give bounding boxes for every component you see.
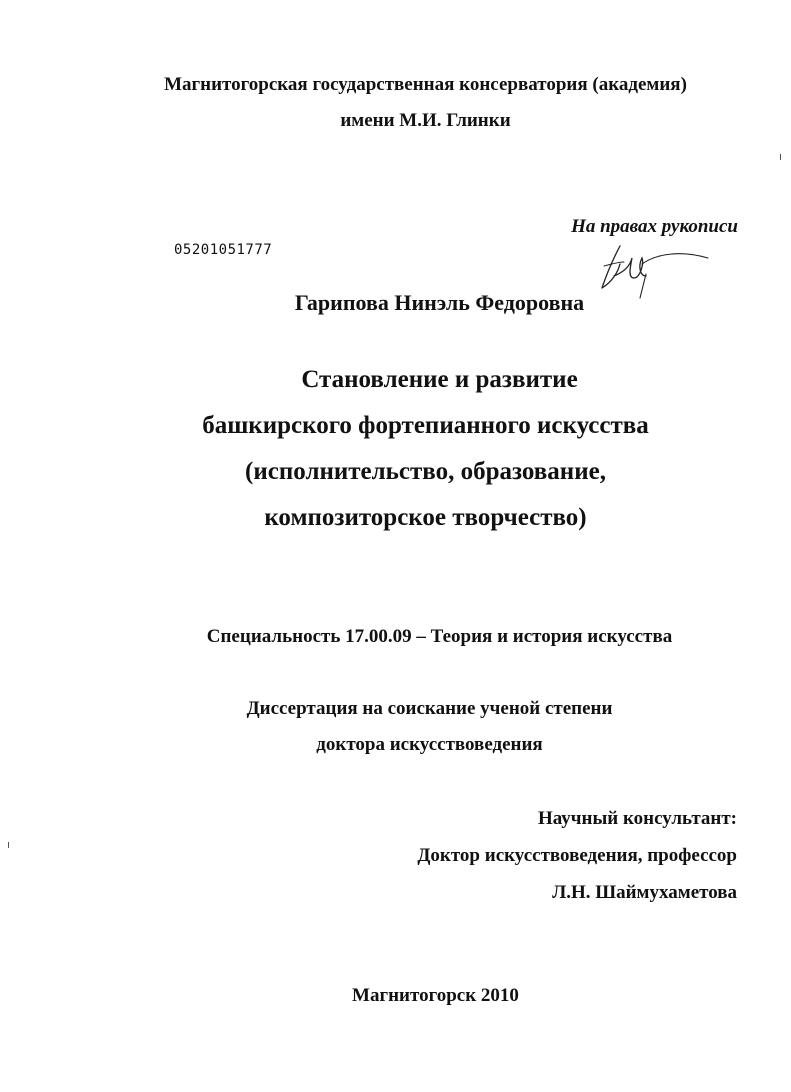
consultant-label: Научный консультант: [537,808,737,829]
specialty-line: Специальность 17.00.09 – Теория и история искусства [206,626,673,647]
title-line-1: Становление и развитие [301,366,578,393]
title-line-3: (исполнительство, образование, [245,458,606,485]
dissertation-degree-line-1: Диссертация на соискание ученой степени [246,698,613,719]
institution-name: Магнитогорская государственная консерватория (академия) [164,74,687,95]
institution-honorific: имени М.И. Глинки [340,110,511,131]
title-line-4: композиторское творчество) [264,504,587,531]
author-name: Гарипова Нинэль Федоровна [294,290,585,315]
dissertation-degree-line-2: доктора искусствоведения [316,734,543,755]
archive-number: 05201051777 [174,242,273,258]
title-line-2: башкирского фортепианного искусства [202,412,649,439]
scan-mark [8,842,9,848]
city-year: Магнитогорск 2010 [352,985,519,1006]
consultant-position: Доктор искусствоведения, профессор [417,845,737,866]
manuscript-rights-note: На правах рукописи [571,216,738,237]
scan-mark [780,154,781,160]
consultant-name: Л.Н. Шаймухаметова [552,882,737,903]
